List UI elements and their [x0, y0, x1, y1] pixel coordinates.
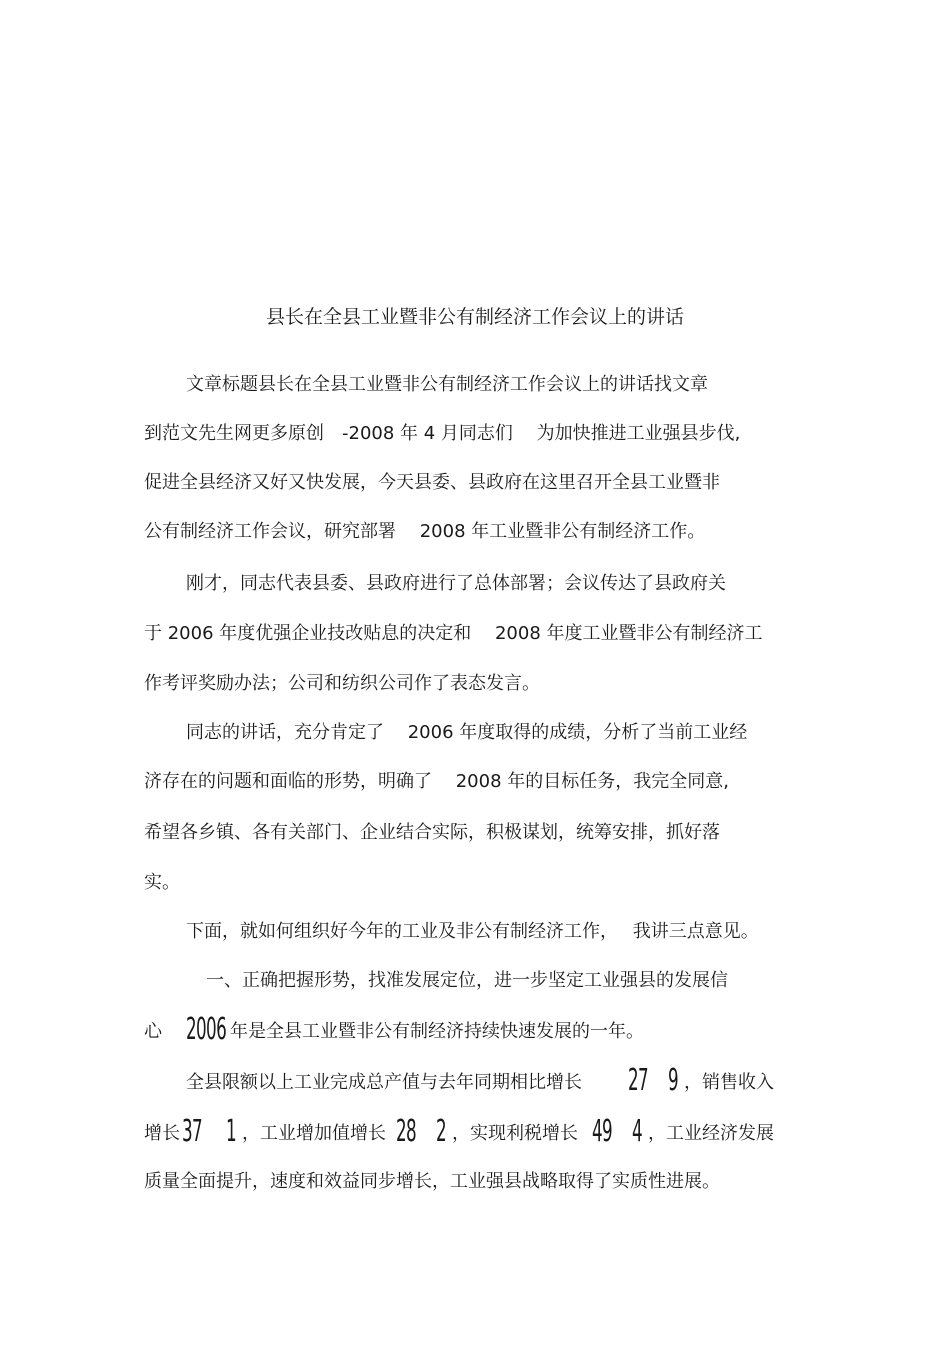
- value-added-growth-dec: 2: [436, 1114, 447, 1149]
- line-prefix: 心: [144, 1021, 162, 1042]
- line-text: 年是全县工业暨非公有制经济持续快速发展的一年。: [230, 1021, 644, 1042]
- body-line: 于 2006 年度优强企业技改贴息的决定和 2008 年度工业暨非公有制经济工: [144, 623, 763, 644]
- body-line-growth: [186, 1063, 774, 1098]
- body-line: 文章标题县长在全县工业暨非公有制经济工作会议上的讲话找文章: [186, 374, 708, 395]
- output-growth-dec: 9: [668, 1063, 679, 1098]
- body-line-growth: [144, 1114, 774, 1149]
- line-text: 增长: [144, 1123, 180, 1144]
- body-line: 质量全面提升，速度和效益同步增长，工业强县战略取得了实质性进展。: [144, 1171, 720, 1192]
- profit-tax-growth-dec: 4: [632, 1114, 643, 1149]
- body-line: 作考评奖励办法；公司和纺织公司作了表态发言。: [144, 673, 540, 694]
- body-line-2006: [144, 1012, 644, 1047]
- body-line: 刚才，同志代表县委、县政府进行了总体部署；会议传达了县政府关: [186, 573, 726, 594]
- body-line: 公有制经济工作会议，研究部署 2008 年工业暨非公有制经济工作。: [144, 521, 706, 542]
- body-line: 同志的讲话，充分肯定了 2006 年度取得的成绩，分析了当前工业经: [186, 722, 748, 743]
- body-line: 到范文先生网更多原创 -2008 年 4 月同志们 为加快推进工业强县步伐,: [144, 423, 741, 444]
- sales-growth-dec: 1: [226, 1114, 237, 1149]
- output-growth-int: 27: [628, 1063, 649, 1098]
- body-line: 济存在的问题和面临的形势，明确了 2008 年的目标任务，我完全同意,: [144, 771, 729, 792]
- body-line: 希望各乡镇、各有关部门、企业结合实际，积极谋划，统筹安排，抓好落: [144, 822, 720, 843]
- body-line: 促进全县经济又好又快发展，今天县委、县政府在这里召开全县工业暨非: [144, 472, 720, 493]
- value-added-growth-int: 28: [396, 1114, 417, 1149]
- body-line: 实。: [144, 872, 180, 893]
- line-text: ，工业经济发展: [648, 1123, 774, 1144]
- line-text: ，销售收入: [684, 1072, 774, 1093]
- line-text: ，工业增加值增长: [242, 1123, 386, 1144]
- line-text: 全县限额以上工业完成总产值与去年同期相比增长: [186, 1072, 582, 1093]
- profit-tax-growth-int: 49: [592, 1114, 613, 1149]
- line-text: ，实现利税增长: [452, 1123, 578, 1144]
- section-heading: 一、正确把握形势，找准发展定位，进一步坚定工业强县的发展信: [206, 970, 728, 991]
- sales-growth-int: 37: [182, 1114, 203, 1149]
- year-number: 2006: [186, 1012, 227, 1047]
- body-line: 下面，就如何组织好今年的工业及非公有制经济工作， 我讲三点意见。: [186, 921, 759, 942]
- document-title: 县长在全县工业暨非公有制经济工作会议上的讲话: [265, 306, 684, 328]
